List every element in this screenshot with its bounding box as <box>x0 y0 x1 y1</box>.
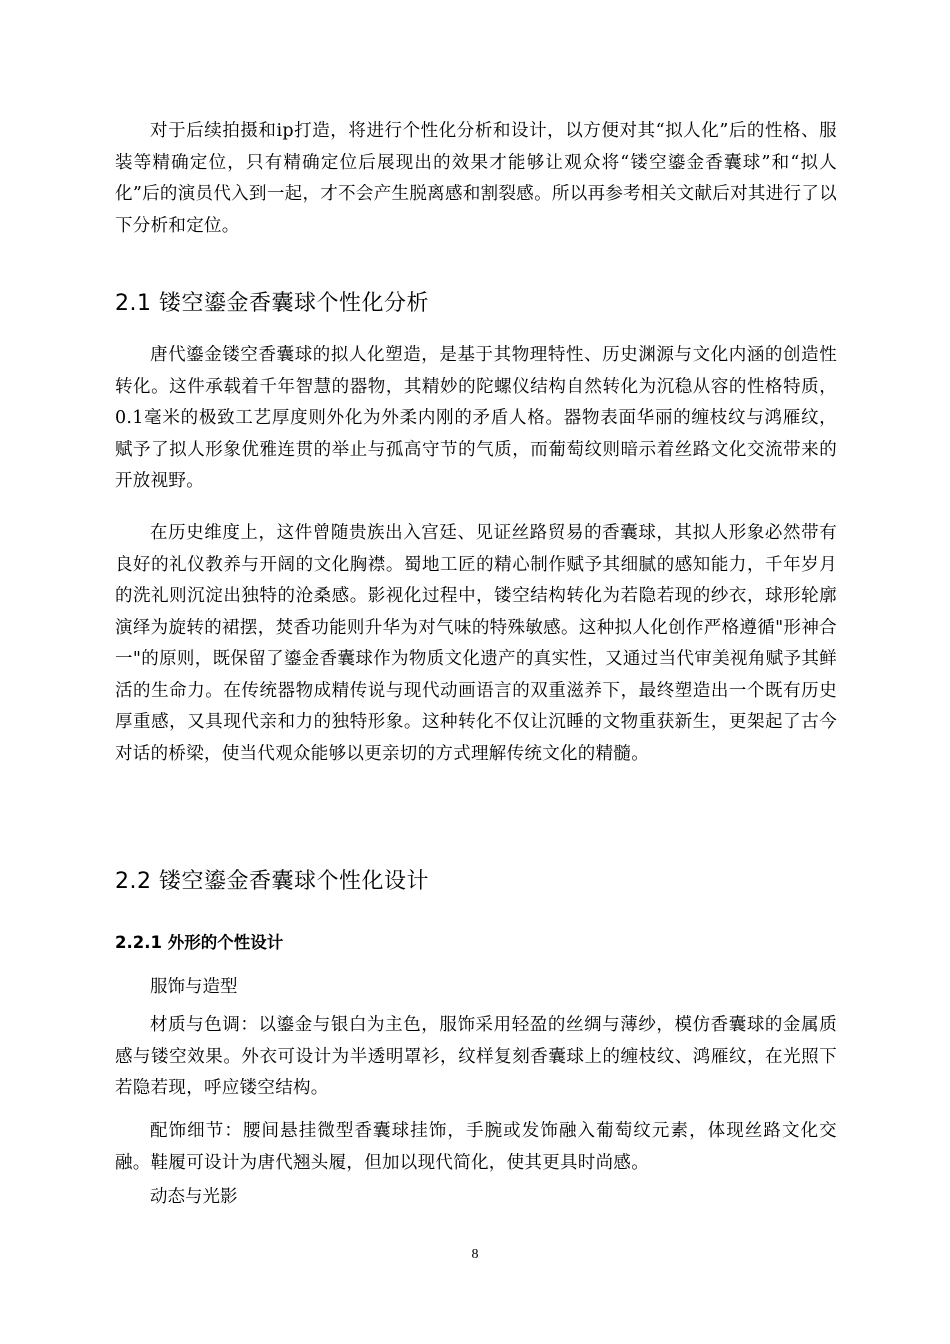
section-2-1-heading: 2.1 镂空鎏金香囊球个性化分析 <box>115 291 429 316</box>
costume-label: 服饰与造型 <box>150 977 238 997</box>
material-paragraph: 材质与色调：以鎏金与银白为主色，服饰采用轻盈的丝绸与薄纱，模仿香囊球的金属质感与镂空效果。外衣可设计为半透明罩衫，纹样复刻香囊球上的缠枝纹、鸿雁纹，在光照下若隐若现，呼应镂空结构。 <box>115 1015 837 1098</box>
accessory-paragraph: 配饰细节：腰间悬挂微型香囊球挂饰，手腕或发饰融入葡萄纹元素，体现丝路文化交融。鞋履可设计为唐代翘头履，但加以现代简化，使其更具时尚感。 <box>115 1121 837 1173</box>
page-number: 8 <box>471 1247 479 1262</box>
section-2-2-heading: 2.2 镂空鎏金香囊球个性化设计 <box>115 869 429 894</box>
section-2-2-1-heading: 2.2.1 外形的个性设计 <box>115 933 284 952</box>
section-2-1-paragraph-1: 唐代鎏金镂空香囊球的拟人化塑造，是基于其物理特性、历史渊源与文化内涵的创造性转化。这件承载着千年智慧的器物，其精妙的陀螺仪结构自然转化为沉稳从容的性格特质，0.1毫米的极致工艺厚度则外化为外柔内刚的矛盾人格。器物表面华丽的缠枝纹与鸿雁纹，赋予了拟人形象优雅连贯的举止与孤高守节的气质，而葡萄纹则暗示着丝路文化交流带来的开放视野。 <box>115 345 837 491</box>
section-2-1-paragraph-2: 在历史维度上，这件曾随贵族出入宫廷、见证丝路贸易的香囊球，其拟人形象必然带有良好的礼仪教养与开阔的文化胸襟。蜀地工匠的精心制作赋予其细腻的感知能力，千年岁月的洗礼则沉淀出独特的沧桑感。影视化过程中，镂空结构转化为若隐若现的纱衣，球形轮廓演绎为旋转的裙摆，焚香功能则升华为对气味的特殊敏感。这种拟人化创作严格遵循"形神合一"的原则，既保留了鎏金香囊球作为物质文化遗产的真实性，又通过当代审美视角赋予其鲜活的生命力。在传统器物成精传说与现代动画语言的双重滋养下，最终塑造出一个既有历史厚重感，又具现代亲和力的独特形象。这种转化不仅让沉睡的文物重获新生，更架起了古今对话的桥梁，使当代观众能够以更亲切的方式理解传统文化的精髓。 <box>115 523 837 764</box>
intro-paragraph: 对于后续拍摄和ip打造，将进行个性化分析和设计，以方便对其“拟人化”后的性格、服装等精确定位，只有精确定位后展现出的效果才能够让观众将“镂空鎏金香囊球”和“拟人化”后的演员代入到一起，才不会产生脱离感和割裂感。所以再参考相关文献后对其进行了以下分析和定位。 <box>115 121 837 236</box>
motion-label: 动态与光影 <box>150 1187 238 1207</box>
